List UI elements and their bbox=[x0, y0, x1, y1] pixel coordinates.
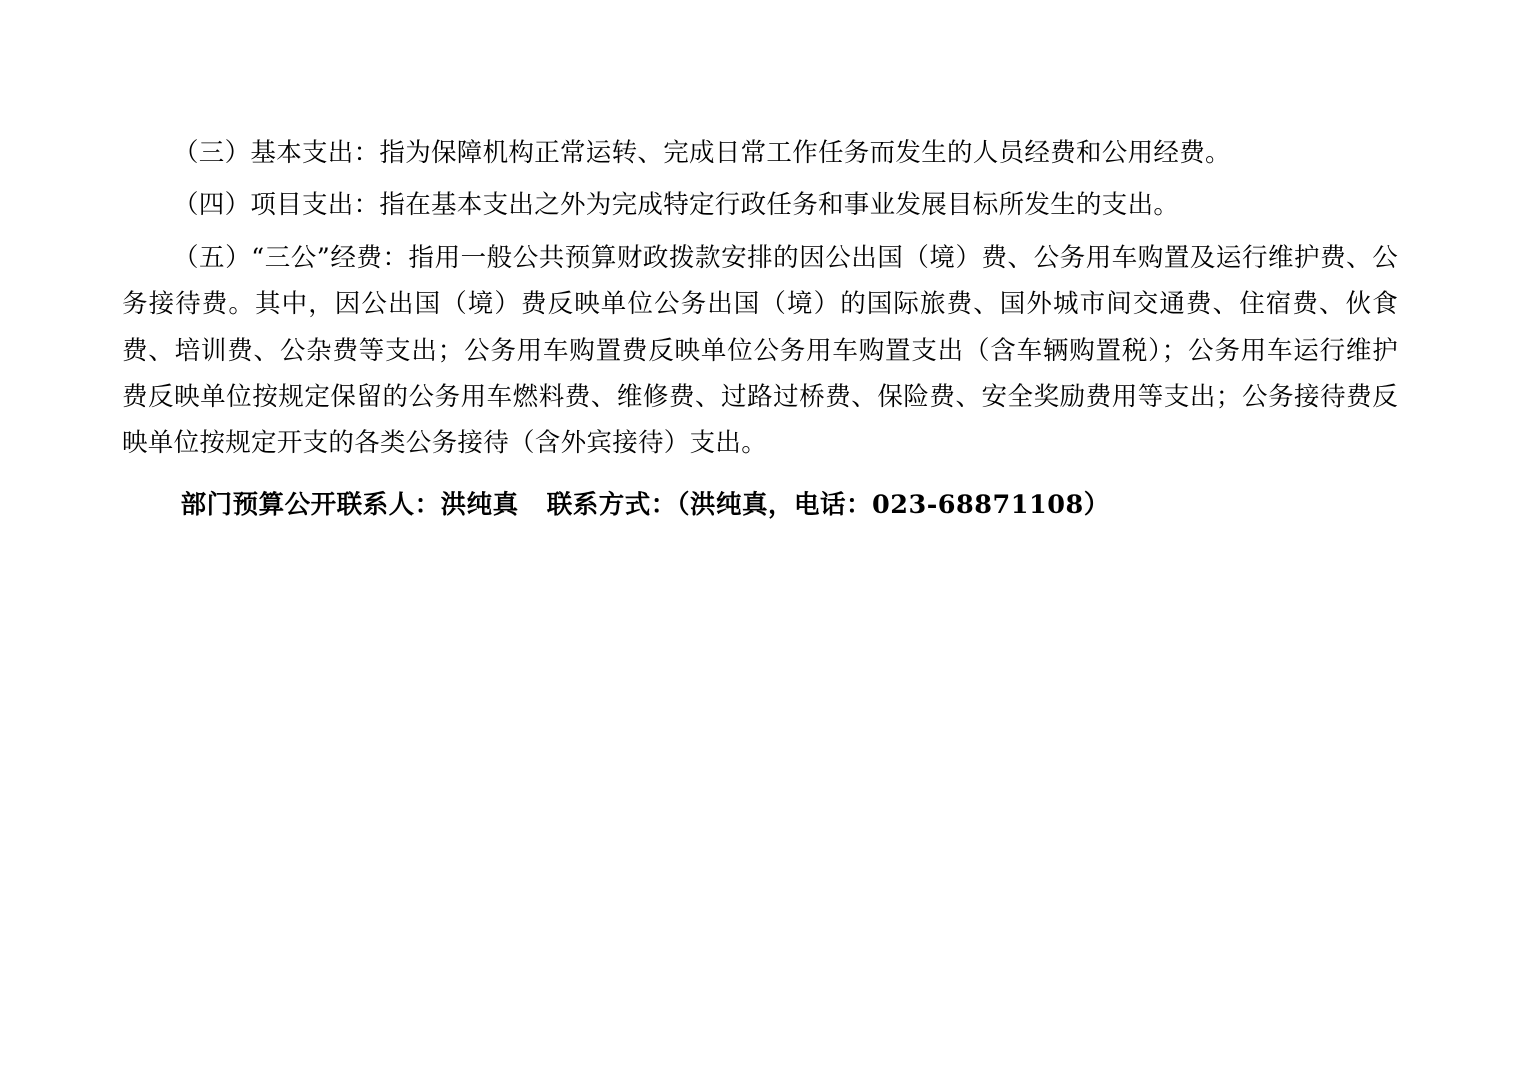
contact-method-label: 联系方式： bbox=[546, 489, 677, 520]
paragraph-basic-expenditure: （三）基本支出：指为保障机构正常运转、完成日常工作任务而发生的人员经费和公用经费。 bbox=[173, 138, 1231, 168]
document-body bbox=[122, 130, 1398, 526]
contact-person: 洪纯真 bbox=[440, 489, 519, 520]
budget-disclosure-contact-line bbox=[122, 485, 1398, 526]
paragraph-project-expenditure: （四）项目支出：指在基本支出之外为完成特定行政任务和事业发展目标所发生的支出。 bbox=[173, 190, 1180, 221]
contact-method-value: （洪纯真，电话：023-68871108） bbox=[676, 489, 1110, 520]
contact-label: 部门预算公开联系人： bbox=[180, 489, 441, 520]
paragraph-three-public-funds: （五）“三公”经费：指用一般公共预算财政拨款安排的因公出国（境）费、公务用车购置及运行维护费、公务接待费。其中，因公出国（境）费反映单位公务出国（境）的国际旅费、国外城市间交通费、住宿费、伙食费、培训费、公杂费等支出；公务用车购置费反映单位公务用车购置支出（含车辆购置税）；公务用车运行维护费反映单位按规定保留的公务用车燃料费、维修费、过路过桥费、保险费、安全奖励费用等支出；公务接待费反映单位按规定开支的各类公务接待（含外宾接待）支出。 bbox=[122, 242, 1398, 459]
